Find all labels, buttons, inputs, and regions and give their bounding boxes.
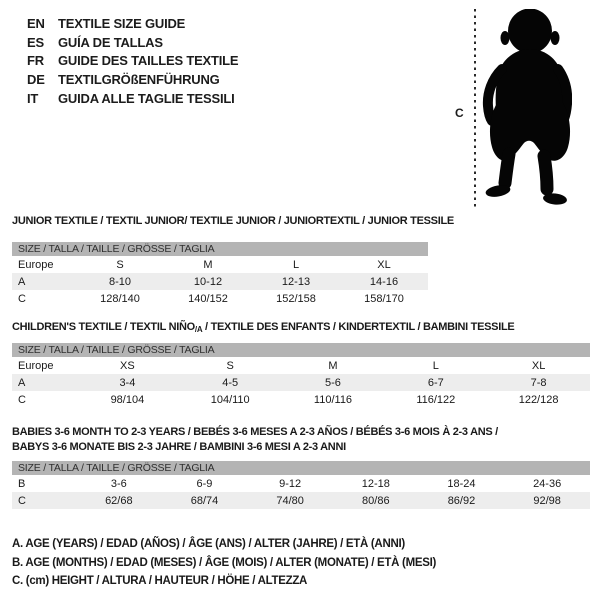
language-code: IT [27, 90, 39, 106]
table-row [12, 357, 590, 374]
table-cell: 110/116 [313, 393, 353, 406]
babies-title-line2: BABYS 3-6 MONATE BIS 2-3 JAHRE / BAMBINI 3-6 MESI A 2-3 ANNI [12, 440, 346, 453]
table-cell: C [12, 492, 76, 509]
children-title-rest: / TEXTILE DES ENFANTS / KINDERTEXTIL / BAMBINI TESSILE [202, 321, 515, 333]
footnote-c: C. (cm) HEIGHT / ALTURA / HAUTEUR / HÖHE / ALTEZZA [12, 575, 308, 588]
language-code: DE [27, 72, 45, 88]
size-header-bar: SIZE / TALLA / TAILLE / GRÖSSE / TAGLIA [12, 343, 590, 357]
table-cell: S [116, 258, 124, 271]
junior-section-title: JUNIOR TEXTILE / TEXTIL JUNIOR/ TEXTILE JUNIOR / JUNIORTEXTIL / JUNIOR TESSILE [12, 215, 454, 227]
table-cell: C [18, 292, 26, 305]
language-row [27, 15, 238, 34]
children-title-subscript: /A [194, 325, 203, 334]
table-cell: A [12, 374, 76, 391]
babies-section-title [12, 425, 498, 454]
table-cell: 116/122 [416, 393, 456, 406]
table-cell: M [328, 359, 338, 372]
table-cell: 9-12 [279, 477, 302, 490]
table-cell: 74/80 [247, 492, 333, 509]
table-cell: 62/68 [76, 492, 162, 509]
babies-size-table [12, 461, 590, 509]
table-cell: XS [120, 359, 135, 372]
language-code: ES [27, 34, 44, 50]
children-size-table [12, 343, 590, 408]
table-cell: C [18, 393, 26, 406]
language-code: FR [27, 53, 44, 69]
table-cell: 8-10 [76, 273, 164, 290]
table-cell: Europe [18, 359, 54, 372]
children-section-title [12, 321, 514, 334]
table-row [12, 374, 590, 391]
language-label: GUÍA DE TALLAS [58, 34, 163, 50]
table-cell: 152/158 [276, 292, 316, 305]
babies-title-line1: BABIES 3-6 MONTH TO 2-3 YEARS / BEBÉS 3-6 MESES A 2-3 AÑOS / BÉBÉS 3-6 MOIS À 2-3 ANS / [12, 426, 498, 438]
table-cell: 7-8 [487, 374, 590, 391]
table-row [12, 290, 428, 307]
table-cell: 104/110 [210, 393, 250, 406]
footnote-a: A. AGE (YEARS) / EDAD (AÑOS) / ÂGE (ANS) / ALTER (JAHRE) / ETÀ (ANNI) [12, 538, 405, 550]
footnote-b: B. AGE (MONTHS) / EDAD (MESES) / ÂGE (MOIS) / ALTER (MONATE) / ETÀ (MESI) [12, 556, 437, 569]
size-header-bar: SIZE / TALLA / TAILLE / GRÖSSE / TAGLIA [12, 461, 590, 475]
language-list [27, 15, 238, 109]
language-code: EN [27, 16, 45, 31]
language-row [27, 90, 238, 109]
table-cell: 3-4 [76, 374, 179, 391]
table-cell: L [292, 258, 300, 271]
table-cell: 12-18 [361, 477, 390, 490]
table-cell: XL [377, 258, 391, 271]
language-row [27, 71, 238, 90]
footnotes [12, 535, 436, 591]
height-measure-dotted-line [474, 9, 476, 208]
table-cell: L [432, 359, 439, 372]
table-row [12, 256, 428, 273]
table-cell: 18-24 [447, 477, 476, 490]
children-title-main: CHILDREN'S TEXTILE / TEXTIL NIÑO [12, 321, 195, 333]
table-row [12, 391, 590, 408]
language-row [27, 52, 238, 71]
table-cell: 98/104 [110, 393, 145, 406]
table-cell: 140/152 [188, 292, 228, 305]
table-cell: 92/98 [504, 492, 590, 509]
table-cell: 128/140 [100, 292, 140, 305]
table-cell: 86/92 [419, 492, 505, 509]
junior-size-table [12, 242, 428, 307]
table-row [12, 475, 590, 492]
language-row [27, 34, 238, 53]
table-row [12, 273, 428, 290]
table-cell: 24-36 [533, 477, 562, 490]
table-cell: S [226, 359, 234, 372]
table-cell: 3-6 [110, 477, 127, 490]
language-label: TEXTILE SIZE GUIDE [58, 16, 186, 31]
table-cell: 5-6 [282, 374, 385, 391]
table-cell: B [18, 477, 26, 490]
table-cell: 80/86 [333, 492, 419, 509]
table-cell: XL [531, 359, 546, 372]
table-cell: Europe [18, 258, 54, 271]
table-row [12, 492, 590, 509]
table-cell: 122/128 [518, 393, 559, 406]
language-label: GUIDE DES TAILLES TEXTILE [58, 53, 239, 69]
language-label: TEXTILGRÖßENFÜHRUNG [58, 72, 220, 88]
table-cell: 12-13 [252, 273, 340, 290]
table-cell: M [203, 258, 213, 271]
table-cell: 6-9 [196, 477, 213, 490]
table-cell: 4-5 [179, 374, 282, 391]
table-cell: 68/74 [162, 492, 248, 509]
table-cell: 6-7 [384, 374, 487, 391]
table-cell: A [12, 273, 76, 290]
size-header-bar: SIZE / TALLA / TAILLE / GRÖSSE / TAGLIA [12, 242, 428, 256]
baby-silhouette-icon [481, 9, 572, 208]
height-measure-label: C [455, 106, 464, 120]
table-cell: 158/170 [364, 292, 404, 305]
table-cell: 14-16 [340, 273, 428, 290]
language-label: GUIDA ALLE TAGLIE TESSILI [58, 90, 235, 106]
table-cell: 10-12 [164, 273, 252, 290]
